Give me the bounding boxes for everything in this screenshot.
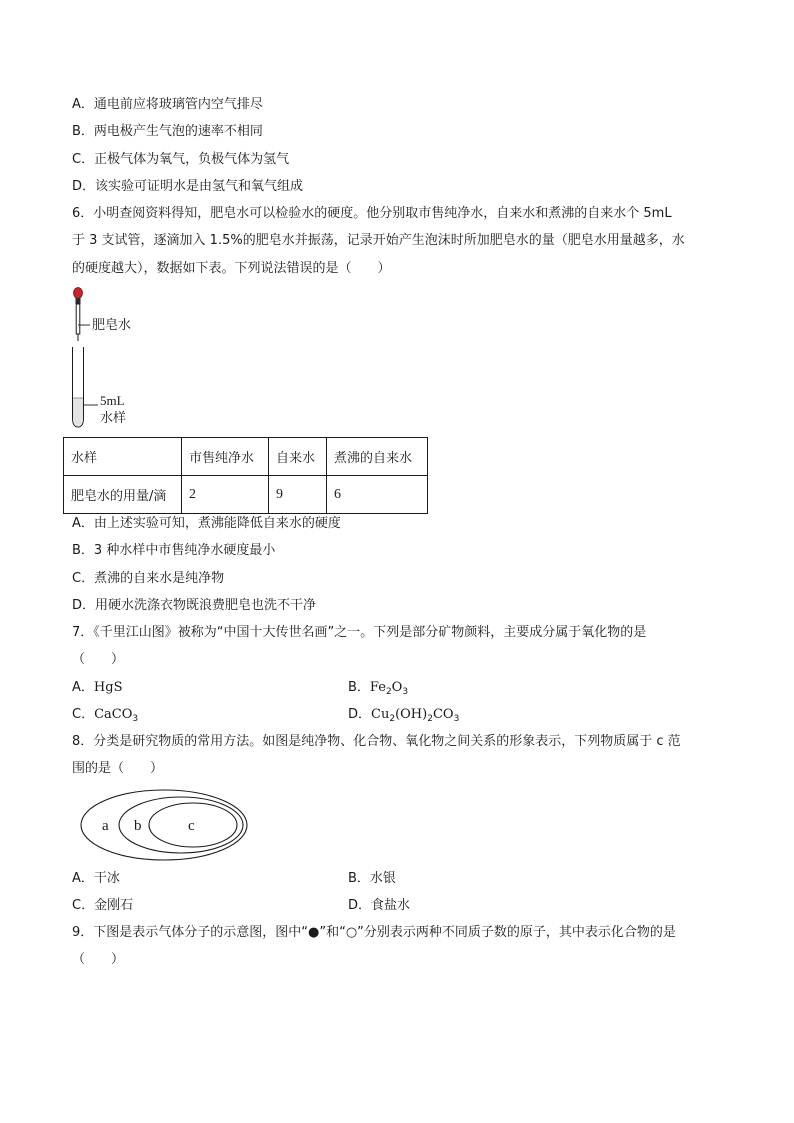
q5-option-d: D．该实验可证明水是由氢气和氧气组成 (72, 179, 304, 194)
table-cell: 9 (269, 476, 327, 514)
q5-option-c: C．正极气体为氧气，负极气体为氢气 (72, 152, 290, 167)
table-header-cell: 煮沸的自来水 (327, 438, 428, 476)
q8-stem-line-1: 8．分类是研究物质的常用方法。如图是纯净物、化合物、氧化物之间关系的形象表示，下列物质属于 c 范 (72, 734, 681, 749)
q7-paren: （ ） (72, 652, 125, 667)
q8-stem-line-2: 围的是（ ） (72, 761, 164, 776)
q6-stem-line-3: 的硬度越大），数据如下表。下列说法错误的是（ ） (72, 261, 391, 276)
q7-option-b: B．$Fe_2O_3$ (348, 680, 409, 697)
soap-label: 肥皂水 (92, 318, 132, 333)
table-cell: 2 (182, 476, 269, 514)
q9-stem: 9．下图是表示气体分子的示意图，图中“●”和“○”分别表示两种不同质子数的原子，其中表示化合物的是 (72, 925, 676, 940)
table-header-cell: 自来水 (269, 438, 327, 476)
label-c: c (188, 818, 195, 834)
dropper-icon (74, 288, 91, 342)
test-tube-icon (73, 347, 99, 427)
q7-option-d: D．$Cu_2(OH)_2CO_3$ (348, 707, 460, 724)
q6-option-a: A．由上述实验可知，煮沸能降低自来水的硬度 (72, 516, 341, 531)
q7-option-a: A．HgS (72, 680, 123, 695)
table-cell: 6 (327, 476, 428, 514)
table-row-label: 肥皂水的用量/滴 (64, 476, 182, 514)
q8-option-c: C．金刚石 (72, 898, 134, 913)
table-header-cell: 市售纯净水 (182, 438, 269, 476)
q5-option-a: A．通电前应将玻璃管内空气排尽 (72, 97, 263, 112)
nested-ellipses-diagram (80, 788, 255, 863)
dropper-test-tube-figure (60, 285, 180, 430)
q8-option-a: A．干冰 (72, 871, 120, 886)
table-header-cell: 水样 (64, 438, 182, 476)
q7-stem: 7．《千里江山图》被称为“中国十大传世名画”之一。下列是部分矿物颜料，主要成分属于氧化物的是 (72, 625, 647, 640)
label-a: a (102, 818, 109, 834)
q6-option-d: D．用硬水洗涤衣物既浪费肥皂也洗不干净 (72, 598, 317, 613)
table-header-row (64, 438, 428, 476)
q8-option-b: B．水银 (348, 871, 396, 886)
q9-paren: （ ） (72, 952, 125, 967)
sample-label: 水样 (100, 411, 127, 426)
table-row (64, 476, 428, 514)
q6-option-c: C．煮沸的自来水是纯净物 (72, 571, 225, 586)
soap-water-table (63, 437, 428, 514)
q6-stem-line-1: 6．小明查阅资料得知，肥皂水可以检验水的硬度。他分别取市售纯净水，自来水和煮沸的自来水个 5mL (72, 206, 672, 221)
q6-option-b: B．3 种水样中市售纯净水硬度最小 (72, 543, 276, 558)
volume-label: 5mL (100, 393, 125, 408)
q5-option-b: B．两电极产生气泡的速率不相同 (72, 124, 263, 139)
q8-option-d: D．食盐水 (348, 898, 411, 913)
q7-option-c: C．CaCO$_3$ (72, 707, 139, 724)
label-b: b (134, 818, 142, 834)
q6-stem-line-2: 于 3 支试管，逐滴加入 1.5%的肥皂水并振荡，记录开始产生泡沫时所加肥皂水的量（肥皂水用量越多，水 (72, 233, 685, 248)
